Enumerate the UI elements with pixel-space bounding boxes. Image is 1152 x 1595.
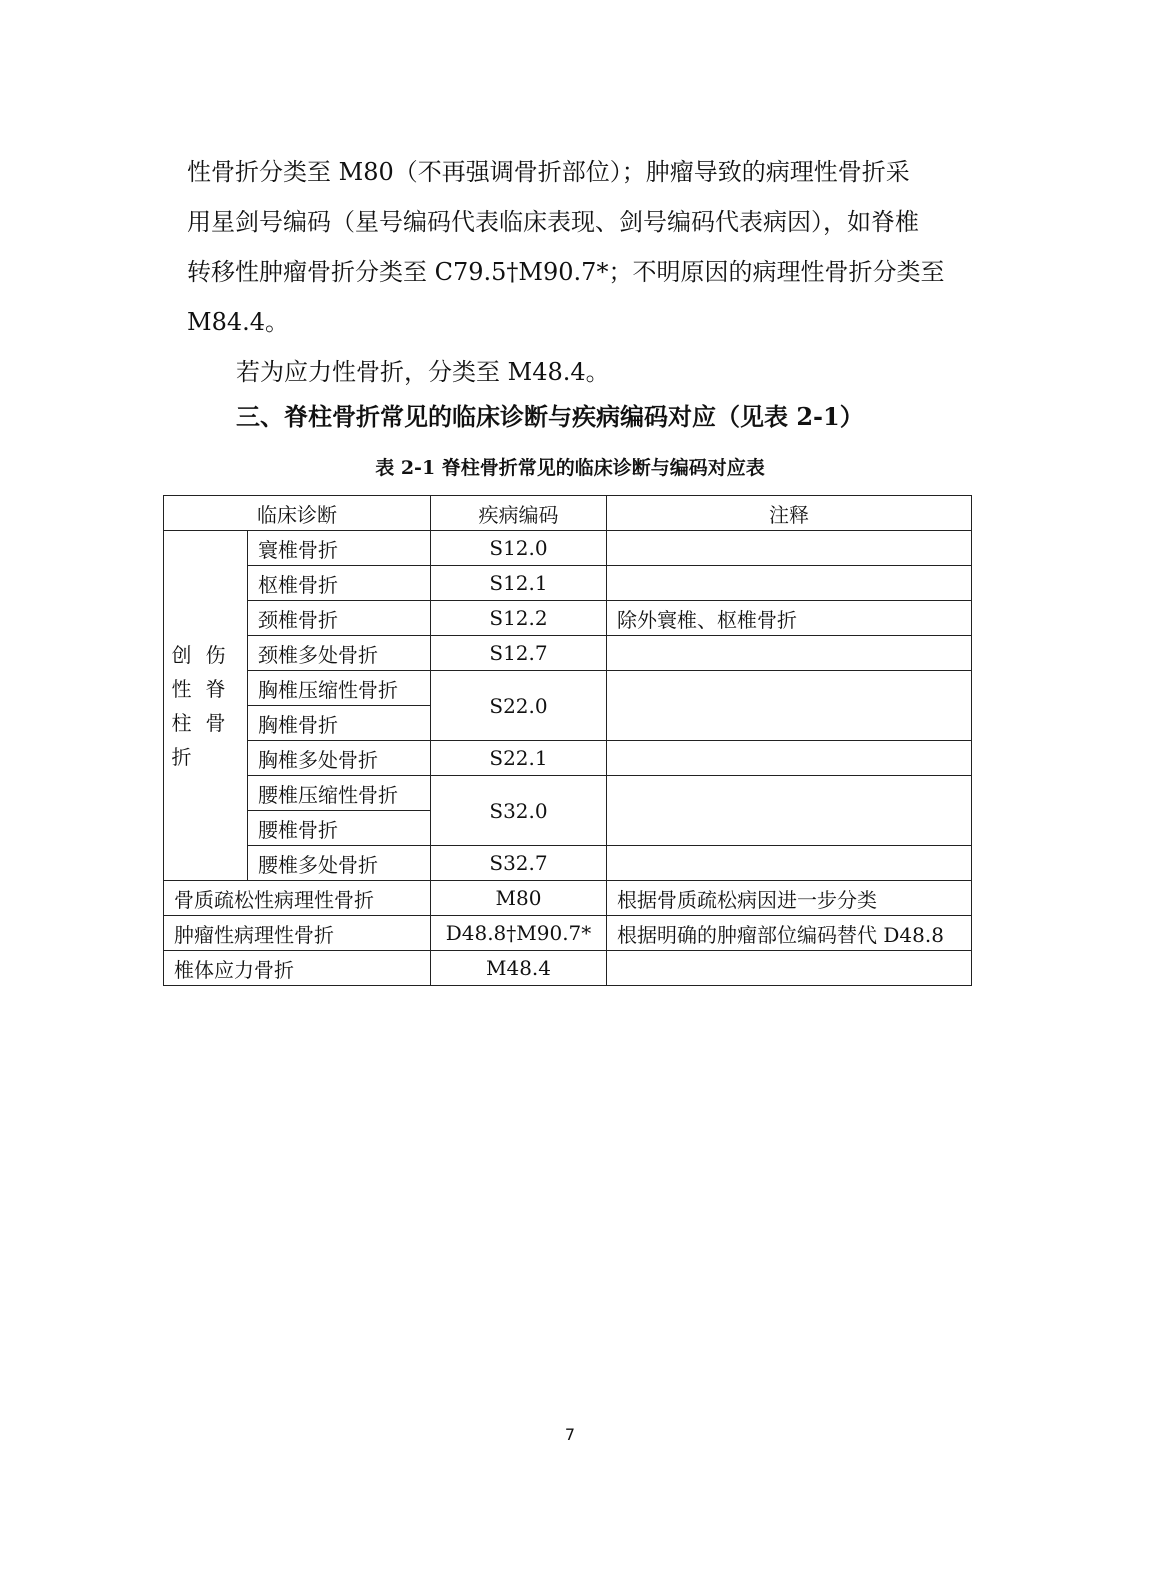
- code-cell: D48.8†M90.7*: [431, 916, 607, 951]
- code-cell: S12.0: [431, 531, 607, 566]
- table-row: [164, 916, 972, 951]
- code-cell: S12.1: [431, 566, 607, 601]
- paragraph-line: 转移性肿瘤骨折分类至 C79.5†M90.7*；不明原因的病理性骨折分类至: [187, 258, 945, 286]
- code-cell: S22.0: [431, 671, 607, 741]
- diagnosis-cell: 腰椎骨折: [248, 811, 431, 846]
- diagnosis-cell: 胸椎骨折: [248, 706, 431, 741]
- header-code: 疾病编码: [431, 496, 607, 531]
- group-label-char: 骨: [205, 710, 226, 735]
- code-cell: M48.4: [431, 951, 607, 986]
- header-diagnosis: 临床诊断: [164, 496, 431, 531]
- diagnosis-cell: 椎体应力骨折: [164, 951, 431, 986]
- table-row: [164, 601, 972, 636]
- diagnosis-cell: 颈椎多处骨折: [248, 636, 431, 671]
- note-cell: [607, 951, 972, 986]
- table-row: [164, 741, 972, 776]
- diagnosis-cell: 枢椎骨折: [248, 566, 431, 601]
- note-cell: [607, 776, 972, 846]
- table-row: [164, 636, 972, 671]
- note-cell: [607, 636, 972, 671]
- code-cell: S32.7: [431, 846, 607, 881]
- table-row: [164, 531, 972, 566]
- code-cell: S12.7: [431, 636, 607, 671]
- paragraph-line: M84.4。: [187, 308, 290, 336]
- diagnosis-cell: 腰椎多处骨折: [248, 846, 431, 881]
- diagnosis-cell: 寰椎骨折: [248, 531, 431, 566]
- group-label-char: 脊: [205, 676, 226, 701]
- group-label-char: 折: [171, 744, 192, 769]
- group-label-char: 创: [171, 642, 192, 667]
- note-cell: [607, 741, 972, 776]
- paragraph-line: 用星剑号编码（星号编码代表临床表现、剑号编码代表病因），如脊椎: [187, 208, 919, 236]
- table-row: [164, 671, 972, 706]
- group-label-char: 伤: [205, 642, 226, 667]
- diagnosis-cell: 骨质疏松性病理性骨折: [164, 881, 431, 916]
- group-label-char: 性: [171, 676, 192, 701]
- group-label-traumatic-spinal-fracture: [164, 531, 248, 881]
- table-row: [164, 951, 972, 986]
- page-number: 7: [564, 1425, 576, 1444]
- table-row: [164, 566, 972, 601]
- group-label-char: 柱: [171, 710, 192, 735]
- code-cell: S22.1: [431, 741, 607, 776]
- body-paragraph: [187, 147, 957, 347]
- diagnosis-cell: 颈椎骨折: [248, 601, 431, 636]
- note-cell: [607, 531, 972, 566]
- diagnosis-cell: 肿瘤性病理性骨折: [164, 916, 431, 951]
- header-note: 注释: [607, 496, 972, 531]
- note-cell: 根据明确的肿瘤部位编码替代 D48.8: [607, 916, 972, 951]
- diagnosis-code-table: [163, 495, 972, 986]
- diagnosis-cell: 胸椎压缩性骨折: [248, 671, 431, 706]
- note-cell: [607, 566, 972, 601]
- code-cell: S32.0: [431, 776, 607, 846]
- note-cell: 根据骨质疏松病因进一步分类: [607, 881, 972, 916]
- diagnosis-cell: 胸椎多处骨折: [248, 741, 431, 776]
- paragraph-line: 性骨折分类至 M80（不再强调骨折部位）；肿瘤导致的病理性骨折采: [187, 158, 910, 186]
- table-header-row: [164, 496, 972, 531]
- note-cell: 除外寰椎、枢椎骨折: [607, 601, 972, 636]
- note-cell: [607, 671, 972, 741]
- table-row: [164, 776, 972, 811]
- diagnosis-cell: 腰椎压缩性骨折: [248, 776, 431, 811]
- code-cell: M80: [431, 881, 607, 916]
- stress-fracture-paragraph: 若为应力性骨折，分类至 M48.4。: [236, 358, 610, 386]
- code-cell: S12.2: [431, 601, 607, 636]
- table-row: [164, 846, 972, 881]
- note-cell: [607, 846, 972, 881]
- table-caption: 表 2-1 脊柱骨折常见的临床诊断与编码对应表: [375, 457, 765, 479]
- table-row: [164, 881, 972, 916]
- section-heading: 三、脊柱骨折常见的临床诊断与疾病编码对应（见表 2-1）: [236, 402, 864, 431]
